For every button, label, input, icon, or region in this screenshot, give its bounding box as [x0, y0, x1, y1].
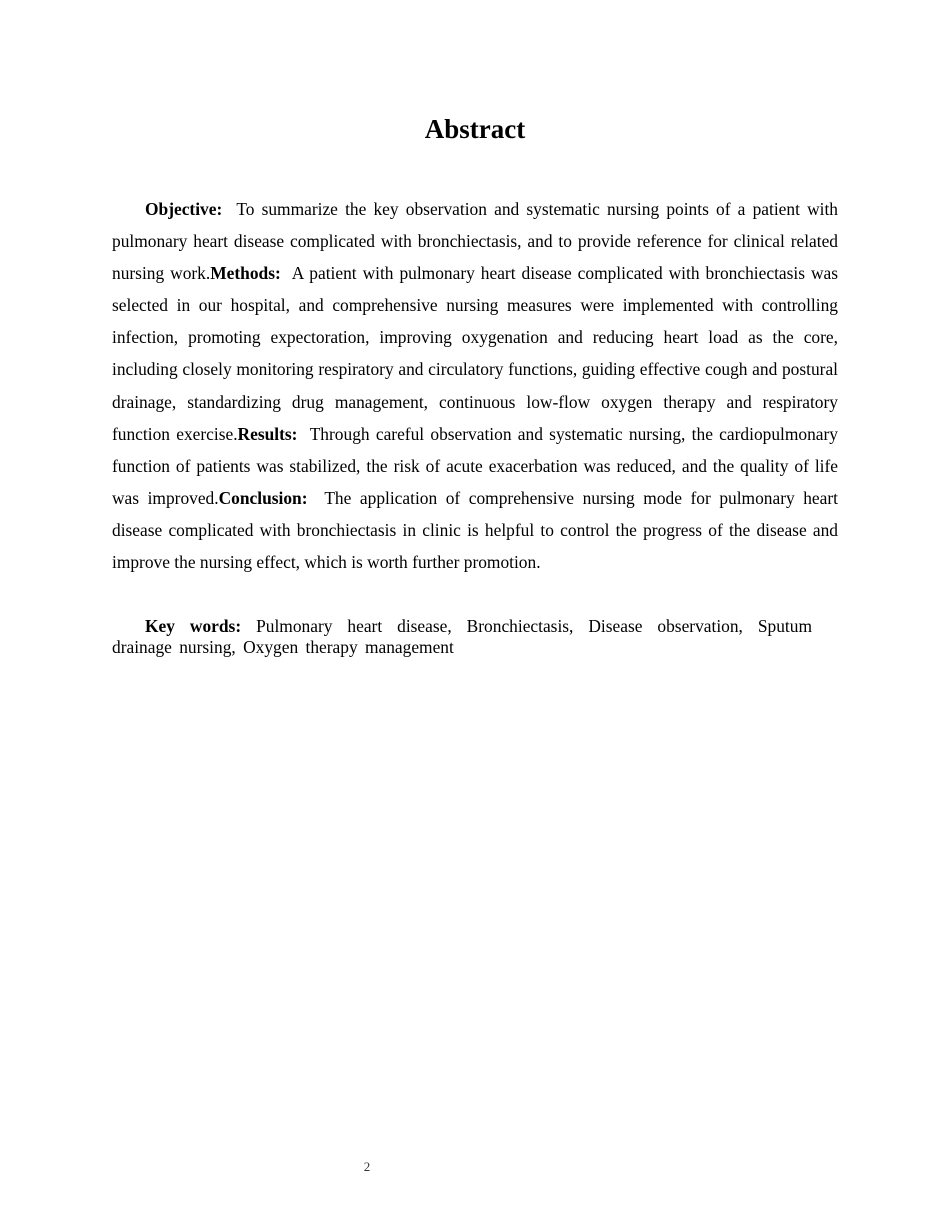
- results-text: Through careful observation and systematic nursing, the cardiopulmonary function of patients was stabilized, the risk of acute exacerbation was reduced, and the quality of life was improved.: [112, 423, 838, 508]
- page-number: 2: [363, 1159, 371, 1174]
- methods-label: Methods:: [210, 263, 281, 284]
- conclusion-label: Conclusion:: [218, 487, 308, 508]
- keywords-paragraph: [112, 616, 812, 658]
- keywords-label: Key words:: [145, 616, 242, 636]
- abstract-paragraph: [112, 193, 838, 578]
- page-title: Abstract: [424, 114, 526, 144]
- methods-text: A patient with pulmonary heart disease complicated with bronchiectasis was selected in our hospital, and comprehensive nursing measures were implemented with controlling infection, promoting expectoration, improving oxygenation and reducing heart load as the core, including closely monitoring respiratory and circulatory functions, guiding effective cough and postural drainage, standardizing drug management, continuous low-flow oxygen therapy and respiratory function exercise.: [112, 263, 838, 444]
- keywords-text: Pulmonary heart disease, Bronchiectasis, Disease observation, Sputum drainage nursing, Oxygen therapy management: [112, 616, 812, 657]
- objective-text: To summarize the key observation and systematic nursing points of a patient with pulmonary heart disease complicated with bronchiectasis, and to provide reference for clinical related nursing work.: [112, 199, 838, 284]
- conclusion-text: The application of comprehensive nursing mode for pulmonary heart disease complicated with bronchiectasis in clinic is helpful to control the progress of the disease and improve the nursing effect, which is worth further promotion.: [112, 487, 838, 573]
- objective-label: Objective:: [145, 199, 223, 219]
- results-label: Results:: [237, 423, 298, 444]
